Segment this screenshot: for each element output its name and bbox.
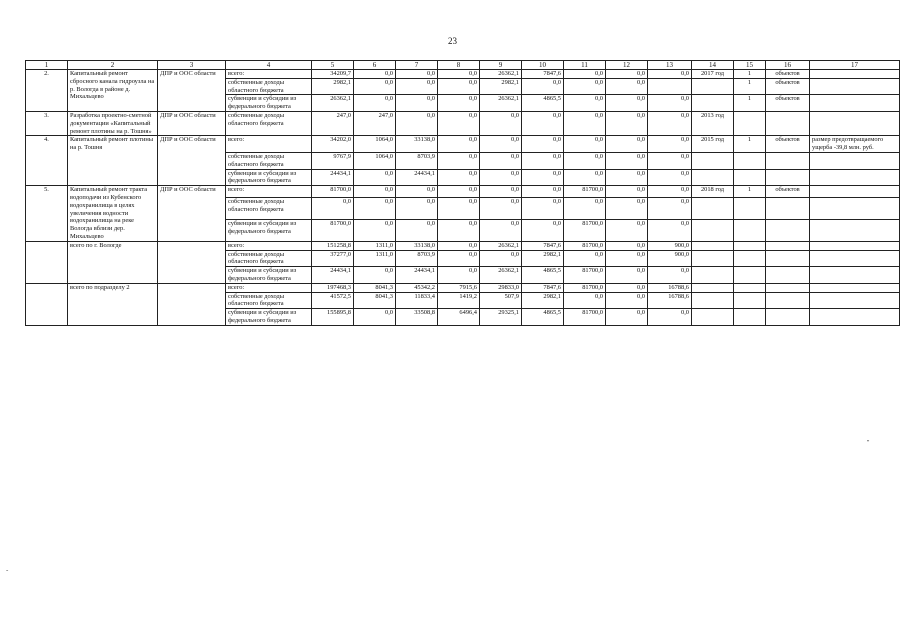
amount-cell: 0,0 bbox=[564, 70, 606, 79]
amount-cell: 0,0 bbox=[564, 95, 606, 112]
column-header-13: 13 bbox=[648, 61, 692, 70]
amount-cell: 0,0 bbox=[438, 186, 480, 198]
table-row bbox=[26, 70, 900, 79]
amount-cell: 1064,0 bbox=[354, 136, 396, 153]
amount-cell: 0,0 bbox=[354, 70, 396, 79]
amount-cell: 0,0 bbox=[564, 169, 606, 186]
amount-cell: 0,0 bbox=[648, 219, 692, 241]
header-row bbox=[26, 61, 900, 70]
amount-cell: 81700,0 bbox=[564, 267, 606, 284]
amount-cell: 0,0 bbox=[354, 309, 396, 326]
unit-cell bbox=[766, 219, 810, 241]
count-cell bbox=[734, 267, 766, 284]
count-cell: 1 bbox=[734, 78, 766, 95]
measure-name: Капитальный ремонт плотины на р. Тошня bbox=[68, 136, 158, 186]
amount-cell: 0,0 bbox=[606, 309, 648, 326]
amount-cell: 0,0 bbox=[396, 197, 438, 219]
amount-cell: 26362,1 bbox=[312, 95, 354, 112]
amount-cell: 1419,2 bbox=[438, 292, 480, 309]
amount-cell: 0,0 bbox=[438, 95, 480, 112]
count-cell bbox=[734, 111, 766, 135]
amount-cell: 7847,6 bbox=[522, 283, 564, 292]
amount-cell: 0,0 bbox=[438, 267, 480, 284]
budget-table bbox=[25, 60, 900, 326]
amount-cell: 151258,8 bbox=[312, 241, 354, 250]
amount-cell: 0,0 bbox=[522, 152, 564, 169]
amount-cell: 247,0 bbox=[354, 111, 396, 135]
row-number: 2. bbox=[26, 70, 68, 112]
year-cell bbox=[692, 78, 734, 95]
column-header-12: 12 bbox=[606, 61, 648, 70]
count-cell bbox=[734, 169, 766, 186]
amount-cell: 0,0 bbox=[648, 197, 692, 219]
note-cell bbox=[810, 78, 900, 95]
amount-cell: 4865,5 bbox=[522, 309, 564, 326]
amount-cell: 0,0 bbox=[648, 70, 692, 79]
column-header-11: 11 bbox=[564, 61, 606, 70]
amount-cell: 81700,0 bbox=[564, 241, 606, 250]
amount-cell: 33138,0 bbox=[396, 136, 438, 153]
amount-cell: 26362,1 bbox=[480, 267, 522, 284]
funding-source: собственные доходы областного бюджета bbox=[226, 111, 312, 135]
amount-cell: 16788,6 bbox=[648, 292, 692, 309]
column-header-15: 15 bbox=[734, 61, 766, 70]
executor: ДПР и ООС области bbox=[158, 70, 226, 112]
amount-cell: 2982,1 bbox=[312, 78, 354, 95]
column-header-17: 17 bbox=[810, 61, 900, 70]
amount-cell: 81700,0 bbox=[564, 283, 606, 292]
amount-cell: 0,0 bbox=[648, 95, 692, 112]
unit-cell bbox=[766, 197, 810, 219]
amount-cell: 45342,2 bbox=[396, 283, 438, 292]
column-header-1: 1 bbox=[26, 61, 68, 70]
measure-name: всего по подразделу 2 bbox=[68, 283, 158, 325]
amount-cell: 0,0 bbox=[606, 186, 648, 198]
measure-name: Разработка проектно-сметной документации «Капитальный ремонт плотины на р. Тошня» bbox=[68, 111, 158, 135]
amount-cell: 900,0 bbox=[648, 250, 692, 267]
unit-cell bbox=[766, 267, 810, 284]
column-header-3: 3 bbox=[158, 61, 226, 70]
amount-cell: 24434,1 bbox=[396, 267, 438, 284]
note-cell bbox=[810, 197, 900, 219]
table-row bbox=[26, 186, 900, 198]
note-cell bbox=[810, 292, 900, 309]
count-cell bbox=[734, 292, 766, 309]
amount-cell: 0,0 bbox=[438, 78, 480, 95]
note-cell bbox=[810, 267, 900, 284]
amount-cell: 0,0 bbox=[564, 111, 606, 135]
year-cell: 2017 год bbox=[692, 70, 734, 79]
amount-cell: 0,0 bbox=[564, 292, 606, 309]
row-number bbox=[26, 283, 68, 325]
count-cell bbox=[734, 197, 766, 219]
amount-cell: 26362,1 bbox=[480, 241, 522, 250]
amount-cell: 0,0 bbox=[522, 219, 564, 241]
amount-cell: 0,0 bbox=[396, 111, 438, 135]
count-cell: 1 bbox=[734, 186, 766, 198]
count-cell bbox=[734, 250, 766, 267]
amount-cell: 34209,7 bbox=[312, 70, 354, 79]
amount-cell: 0,0 bbox=[648, 111, 692, 135]
count-cell: 1 bbox=[734, 95, 766, 112]
amount-cell: 29833,0 bbox=[480, 283, 522, 292]
column-header-5: 5 bbox=[312, 61, 354, 70]
amount-cell: 0,0 bbox=[396, 95, 438, 112]
column-header-6: 6 bbox=[354, 61, 396, 70]
funding-source: субвенции и субсидии из федерального бюджета bbox=[226, 95, 312, 112]
amount-cell: 0,0 bbox=[354, 78, 396, 95]
column-header-14: 14 bbox=[692, 61, 734, 70]
amount-cell: 0,0 bbox=[564, 152, 606, 169]
count-cell bbox=[734, 309, 766, 326]
amount-cell: 0,0 bbox=[522, 78, 564, 95]
amount-cell: 4865,5 bbox=[522, 267, 564, 284]
column-header-9: 9 bbox=[480, 61, 522, 70]
amount-cell: 0,0 bbox=[354, 169, 396, 186]
amount-cell: 0,0 bbox=[606, 292, 648, 309]
amount-cell: 0,0 bbox=[438, 241, 480, 250]
measure-name: всего по г. Вологде bbox=[68, 241, 158, 283]
amount-cell: 0,0 bbox=[606, 197, 648, 219]
note-cell bbox=[810, 152, 900, 169]
funding-source: субвенции и субсидии из федерального бюджета bbox=[226, 267, 312, 284]
note-cell bbox=[810, 169, 900, 186]
amount-cell: 2982,1 bbox=[522, 292, 564, 309]
funding-source: субвенции и субсидии из федерального бюджета bbox=[226, 219, 312, 241]
unit-cell bbox=[766, 169, 810, 186]
amount-cell: 0,0 bbox=[396, 70, 438, 79]
amount-cell: 0,0 bbox=[564, 78, 606, 95]
executor: ДПР и ООС области bbox=[158, 136, 226, 186]
amount-cell: 0,0 bbox=[396, 186, 438, 198]
count-cell bbox=[734, 152, 766, 169]
amount-cell: 0,0 bbox=[648, 186, 692, 198]
funding-source: собственные доходы областного бюджета bbox=[226, 152, 312, 169]
funding-source: собственные доходы областного бюджета bbox=[226, 250, 312, 267]
year-cell bbox=[692, 241, 734, 250]
amount-cell: 0,0 bbox=[564, 197, 606, 219]
year-cell bbox=[692, 152, 734, 169]
note-cell bbox=[810, 111, 900, 135]
amount-cell: 41572,5 bbox=[312, 292, 354, 309]
amount-cell: 0,0 bbox=[354, 197, 396, 219]
note-cell bbox=[810, 283, 900, 292]
count-cell: 1 bbox=[734, 70, 766, 79]
year-cell bbox=[692, 267, 734, 284]
amount-cell: 197468,3 bbox=[312, 283, 354, 292]
amount-cell: 0,0 bbox=[522, 197, 564, 219]
amount-cell: 0,0 bbox=[480, 197, 522, 219]
amount-cell: 0,0 bbox=[648, 169, 692, 186]
amount-cell: 0,0 bbox=[438, 111, 480, 135]
amount-cell: 0,0 bbox=[606, 95, 648, 112]
amount-cell: 0,0 bbox=[480, 169, 522, 186]
year-cell bbox=[692, 197, 734, 219]
amount-cell: 0,0 bbox=[438, 136, 480, 153]
amount-cell: 0,0 bbox=[438, 197, 480, 219]
amount-cell: 8703,9 bbox=[396, 152, 438, 169]
amount-cell: 33508,8 bbox=[396, 309, 438, 326]
funding-source: всего: bbox=[226, 241, 312, 250]
unit-cell: объектов bbox=[766, 95, 810, 112]
funding-source: всего: bbox=[226, 136, 312, 153]
table-row bbox=[26, 283, 900, 292]
amount-cell: 8041,3 bbox=[354, 283, 396, 292]
row-number: 3. bbox=[26, 111, 68, 135]
amount-cell: 900,0 bbox=[648, 241, 692, 250]
amount-cell: 7847,6 bbox=[522, 70, 564, 79]
amount-cell: 81700,0 bbox=[312, 186, 354, 198]
year-cell: 2018 год bbox=[692, 186, 734, 198]
amount-cell: 0,0 bbox=[396, 219, 438, 241]
amount-cell: 1311,0 bbox=[354, 250, 396, 267]
amount-cell: 0,0 bbox=[522, 111, 564, 135]
amount-cell: 0,0 bbox=[522, 136, 564, 153]
unit-cell bbox=[766, 111, 810, 135]
note-cell bbox=[810, 309, 900, 326]
amount-cell: 0,0 bbox=[480, 152, 522, 169]
amount-cell: 0,0 bbox=[606, 70, 648, 79]
column-header-10: 10 bbox=[522, 61, 564, 70]
amount-cell: 11833,4 bbox=[396, 292, 438, 309]
table-row bbox=[26, 241, 900, 250]
table-row bbox=[26, 111, 900, 135]
end-mark: " bbox=[867, 440, 870, 446]
amount-cell: 0,0 bbox=[522, 169, 564, 186]
amount-cell bbox=[648, 78, 692, 95]
amount-cell: 0,0 bbox=[438, 219, 480, 241]
amount-cell: 0,0 bbox=[564, 136, 606, 153]
amount-cell: 0,0 bbox=[438, 169, 480, 186]
amount-cell: 0,0 bbox=[564, 250, 606, 267]
year-cell bbox=[692, 95, 734, 112]
amount-cell: 24434,1 bbox=[312, 169, 354, 186]
executor: ДПР и ООС области bbox=[158, 186, 226, 242]
amount-cell: 4865,5 bbox=[522, 95, 564, 112]
amount-cell: 0,0 bbox=[648, 136, 692, 153]
measure-name: Капитальный ремонт сбросного канала гидроузла на р. Вологда в районе д. Михальцево bbox=[68, 70, 158, 112]
column-header-4: 4 bbox=[226, 61, 312, 70]
amount-cell: 0,0 bbox=[648, 309, 692, 326]
amount-cell: 24434,1 bbox=[396, 169, 438, 186]
amount-cell: 507,9 bbox=[480, 292, 522, 309]
funding-source: всего: bbox=[226, 70, 312, 79]
column-header-7: 7 bbox=[396, 61, 438, 70]
year-cell bbox=[692, 169, 734, 186]
executor bbox=[158, 241, 226, 283]
amount-cell: 9767,9 bbox=[312, 152, 354, 169]
funding-source: всего: bbox=[226, 283, 312, 292]
amount-cell: 26362,1 bbox=[480, 70, 522, 79]
amount-cell: 0,0 bbox=[480, 186, 522, 198]
year-cell: 2013 год bbox=[692, 111, 734, 135]
amount-cell: 33138,0 bbox=[396, 241, 438, 250]
year-cell: 2015 год bbox=[692, 136, 734, 153]
funding-source: собственные доходы областного бюджета bbox=[226, 292, 312, 309]
amount-cell: 7847,6 bbox=[522, 241, 564, 250]
unit-cell: объектов bbox=[766, 78, 810, 95]
row-number: 5. bbox=[26, 186, 68, 242]
amount-cell: 0,0 bbox=[606, 169, 648, 186]
amount-cell: 0,0 bbox=[396, 78, 438, 95]
unit-cell bbox=[766, 309, 810, 326]
amount-cell: 0,0 bbox=[480, 219, 522, 241]
amount-cell: 7915,6 bbox=[438, 283, 480, 292]
measure-name: Капитальный ремонт тракта водоподачи из Кубенского водохранилища в целях увеличения водности водохранилища на реке Вологда вблизи дер. Михальцево bbox=[68, 186, 158, 242]
count-cell: 1 bbox=[734, 136, 766, 153]
amount-cell: 81700,0 bbox=[564, 309, 606, 326]
amount-cell: 0,0 bbox=[606, 152, 648, 169]
amount-cell: 0,0 bbox=[522, 186, 564, 198]
note-cell bbox=[810, 241, 900, 250]
amount-cell: 0,0 bbox=[606, 283, 648, 292]
column-header-2: 2 bbox=[68, 61, 158, 70]
amount-cell: 0,0 bbox=[648, 267, 692, 284]
amount-cell: 0,0 bbox=[606, 267, 648, 284]
amount-cell: 0,0 bbox=[480, 136, 522, 153]
count-cell bbox=[734, 283, 766, 292]
funding-source: всего: bbox=[226, 186, 312, 198]
amount-cell: 0,0 bbox=[606, 111, 648, 135]
column-header-16: 16 bbox=[766, 61, 810, 70]
funding-source: субвенции и субсидии из федерального бюджета bbox=[226, 169, 312, 186]
column-header-8: 8 bbox=[438, 61, 480, 70]
unit-cell bbox=[766, 250, 810, 267]
amount-cell: 0,0 bbox=[648, 152, 692, 169]
count-cell bbox=[734, 241, 766, 250]
amount-cell: 81700,0 bbox=[564, 186, 606, 198]
table-row bbox=[26, 136, 900, 153]
amount-cell: 0,0 bbox=[438, 70, 480, 79]
amount-cell: 26362,1 bbox=[480, 95, 522, 112]
funding-source: собственные доходы областного бюджета bbox=[226, 78, 312, 95]
year-cell bbox=[692, 309, 734, 326]
page-number: 23 bbox=[448, 36, 457, 46]
amount-cell: 0,0 bbox=[354, 219, 396, 241]
amount-cell: 0,0 bbox=[354, 95, 396, 112]
unit-cell bbox=[766, 152, 810, 169]
amount-cell: 0,0 bbox=[606, 136, 648, 153]
note-cell bbox=[810, 250, 900, 267]
amount-cell: 29325,1 bbox=[480, 309, 522, 326]
year-cell bbox=[692, 250, 734, 267]
count-cell bbox=[734, 219, 766, 241]
amount-cell: 81700,0 bbox=[564, 219, 606, 241]
executor: ДПР и ООС области bbox=[158, 111, 226, 135]
note-cell bbox=[810, 186, 900, 198]
row-number: 4. bbox=[26, 136, 68, 186]
unit-cell: объектов bbox=[766, 186, 810, 198]
amount-cell: 6496,4 bbox=[438, 309, 480, 326]
margin-mark: - bbox=[6, 566, 9, 574]
unit-cell: объектов bbox=[766, 70, 810, 79]
amount-cell: 0,0 bbox=[606, 241, 648, 250]
amount-cell: 0,0 bbox=[354, 267, 396, 284]
row-number bbox=[26, 241, 68, 283]
unit-cell bbox=[766, 283, 810, 292]
executor bbox=[158, 283, 226, 325]
note-cell bbox=[810, 70, 900, 79]
amount-cell: 81700,0 bbox=[312, 219, 354, 241]
unit-cell bbox=[766, 292, 810, 309]
note-cell: размер предотвращаемого ущерба -39,8 млн. руб. bbox=[810, 136, 900, 153]
unit-cell bbox=[766, 241, 810, 250]
amount-cell: 0,0 bbox=[312, 197, 354, 219]
amount-cell: 1311,0 bbox=[354, 241, 396, 250]
funding-source: субвенции и субсидии из федерального бюджета bbox=[226, 309, 312, 326]
year-cell bbox=[692, 219, 734, 241]
funding-source: собственные доходы областного бюджета bbox=[226, 197, 312, 219]
amount-cell: 0,0 bbox=[606, 219, 648, 241]
amount-cell: 0,0 bbox=[438, 250, 480, 267]
amount-cell: 16788,6 bbox=[648, 283, 692, 292]
amount-cell: 24434,1 bbox=[312, 267, 354, 284]
amount-cell: 0,0 bbox=[606, 78, 648, 95]
amount-cell: 2982,1 bbox=[480, 78, 522, 95]
amount-cell: 0,0 bbox=[354, 186, 396, 198]
amount-cell: 2982,1 bbox=[522, 250, 564, 267]
unit-cell: объектов bbox=[766, 136, 810, 153]
amount-cell: 1064,0 bbox=[354, 152, 396, 169]
amount-cell: 0,0 bbox=[438, 152, 480, 169]
amount-cell: 0,0 bbox=[606, 250, 648, 267]
amount-cell: 0,0 bbox=[480, 250, 522, 267]
year-cell bbox=[692, 292, 734, 309]
amount-cell: 247,0 bbox=[312, 111, 354, 135]
year-cell bbox=[692, 283, 734, 292]
amount-cell: 8703,9 bbox=[396, 250, 438, 267]
amount-cell: 8041,3 bbox=[354, 292, 396, 309]
note-cell bbox=[810, 95, 900, 112]
amount-cell: 155895,8 bbox=[312, 309, 354, 326]
amount-cell: 0,0 bbox=[480, 111, 522, 135]
amount-cell: 34202,0 bbox=[312, 136, 354, 153]
note-cell bbox=[810, 219, 900, 241]
amount-cell: 37277,0 bbox=[312, 250, 354, 267]
